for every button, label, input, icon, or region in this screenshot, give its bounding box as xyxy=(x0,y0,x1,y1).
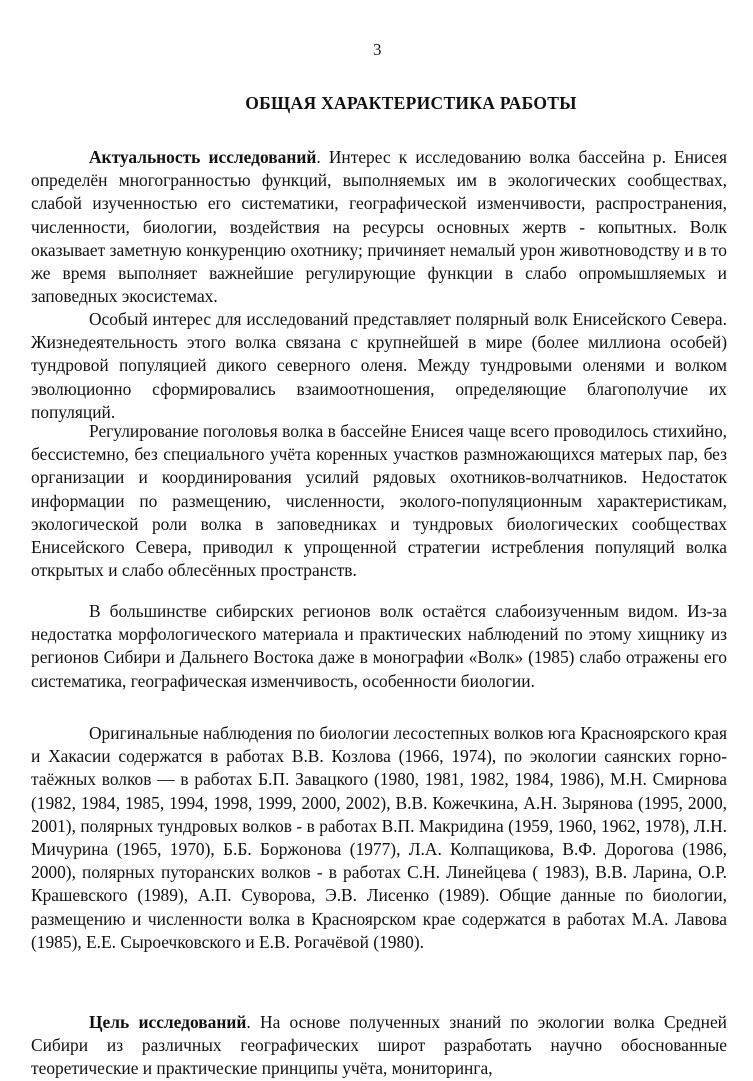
paragraph-observations xyxy=(31,722,727,954)
paragraph-siberian-regions xyxy=(31,600,727,693)
paragraph-regulation xyxy=(31,420,727,582)
paragraph-text: Оригинальные наблюдения по биологии лесостепных волков юга Красноярского края и Хакасии содержатся в работах В.В. Козлова (1966, 1974), по экологии саянских горно-таёжных волков — в работах Б.П. Завацкого (1980, 1981, 1982, 1984, 1986), М.Н. Смирнова (1982, 1984, 1985, 1994, 1998, 1999, 2000, 2002), В.В. Кожечкина, А.Н. Зырянова (1995, 2000, 2001), полярных тундровых волков - в работах В.П. Макридина (1959, 1960, 1962, 1978), Л.Н. Мичурина (1965, 1970), Б.Б. Боржонова (1977), Л.А. Колпащикова, В.Ф. Дорогова (1986, 2000), полярных путоранских волков - в работах С.Н. Линейцева ( 1983), В.В. Ларина, О.Р. Крашевского (1989), А.П. Суворова, Э.В. Лисенко (1989). Общие данные по биологии, размещению и численности волка в Красноярском крае содержатся в работах М.А. Лавова (1985), Е.Е. Сыроечковского и Е.В. Рогачёвой (1980). xyxy=(31,723,727,952)
page-number: 3 xyxy=(373,40,382,59)
paragraph-text: Особый интерес для исследований представляет полярный волк Енисейского Севера. Жизнедеятельность этого волка связана с крупнейшей в мире (более миллиона особей) тундровой популяцией дикого северного оленя. Между тундровыми оленями и волком эволюционно сформировались взаимоотношения, определяющие благополучие их популяций. xyxy=(31,309,727,422)
paragraph-lead: Актуальность исследований xyxy=(89,147,317,167)
paragraph-text: . Интерес к исследованию волка бассейна р. Енисея определён многогранностью функций, выполняемых им в экологических сообществах, слабой изученностью его систематики, географической изменчивости, распространения, численности, биологии, воздействия на ресурсы основных жертв - копытных. Волк оказывает заметную конкуренцию охотнику; причиняет немалый урон животноводству и в то же время выполняет важнейшие регулирующие функции в слабо опромышляемых и заповедных экосистемах. xyxy=(31,147,727,307)
paragraph-lead: Цель исследований xyxy=(89,1012,247,1032)
paragraph-polar-wolf xyxy=(31,308,727,424)
paragraph-text: В большинстве сибирских регионов волк остаётся слабоизученным видом. Из-за недостатка морфологического материала и практических наблюдений по этому хищнику из регионов Сибири и Дальнего Востока даже в монографии «Волк» (1985) слабо отражены его систематика, географическая изменчивость, особенности биологии. xyxy=(31,601,727,691)
section-title: ОБЩАЯ ХАРАКТЕРИСТИКА РАБОТЫ xyxy=(245,93,577,113)
paragraph-relevance xyxy=(31,146,727,308)
paragraph-research-goal xyxy=(31,1011,727,1081)
paragraph-text: Регулирование поголовья волка в бассейне Енисея чаще всего проводилось стихийно, бессистемно, без специального учёта коренных участков размножающихся матерых пар, без организации и координирования усилий рядовых охотников-волчатников. Недостаток информации по размещению, численности, эколого-популяционным характеристикам, экологической роли волка в заповедниках и тундровых биологических сообществах Енисейского Севера, приводил к упрощенной стратегии истребления популяций волка открытых и слабо облесённых пространств. xyxy=(31,421,727,581)
paragraph-text: . На основе полученных знаний по экологии волка Средней Сибири из различных географических широт разработать научно обоснованные теоретические и практические принципы учёта, мониторинга, xyxy=(31,1012,727,1079)
